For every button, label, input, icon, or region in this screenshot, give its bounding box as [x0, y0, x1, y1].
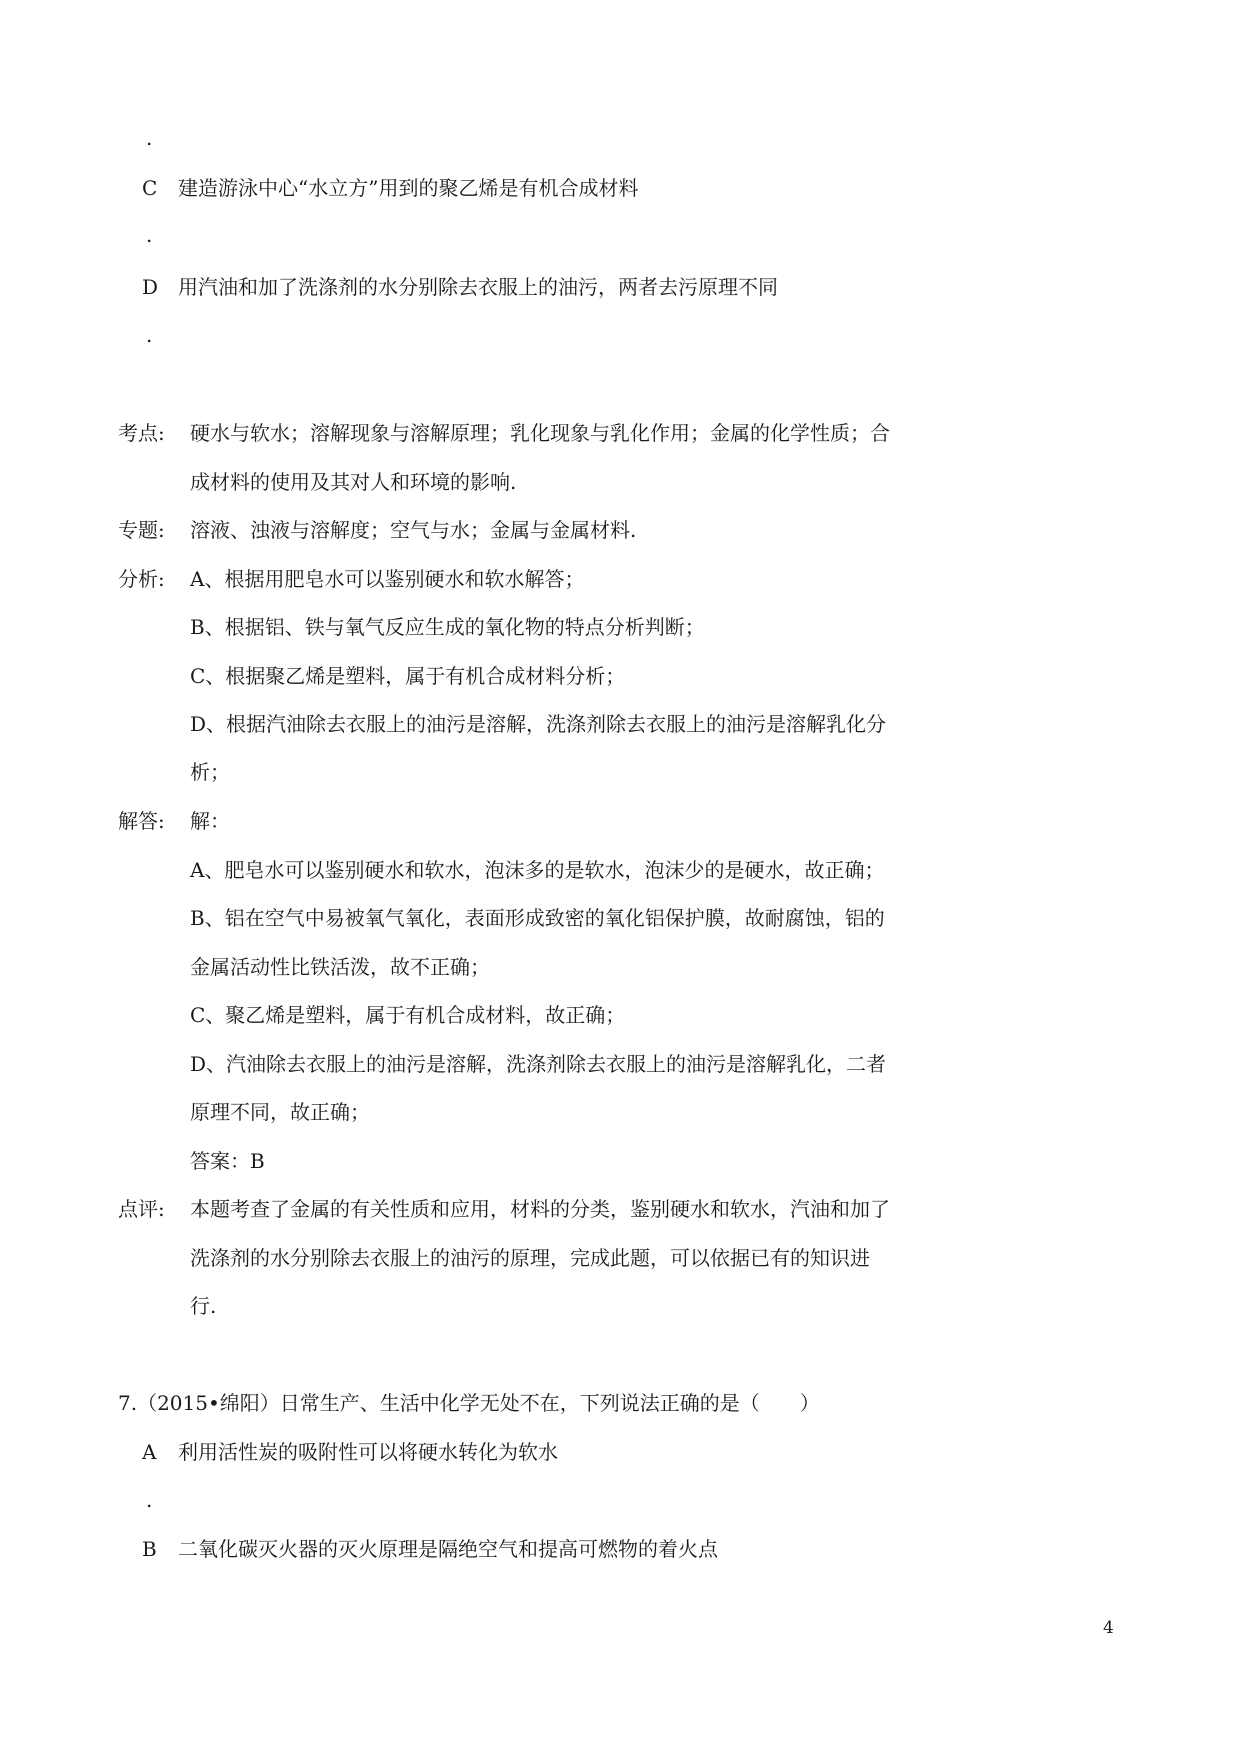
jieda-line: C、聚乙烯是塑料，属于有机合成材料，故正确；: [190, 1003, 626, 1027]
option-c-text: 建造游泳中心“水立方”用到的聚乙烯是有机合成材料: [178, 176, 639, 200]
dianping-line: 洗涤剂的水分别除去衣服上的油污的原理，完成此题，可以依据已有的知识进: [190, 1246, 870, 1270]
kaodian-line: 硬水与软水；溶解现象与溶解原理；乳化现象与乳化作用；金属的化学性质；合: [190, 421, 890, 445]
jieda-line: 解：: [190, 809, 230, 833]
option-dot: .: [146, 126, 153, 150]
option-b-letter: B: [142, 1537, 157, 1561]
dianping-line: 行.: [190, 1294, 217, 1318]
jieda-line: 原理不同，故正确；: [190, 1100, 370, 1124]
fenxi-line: B、根据铝、铁与氧气反应生成的氧化物的特点分析判断；: [190, 615, 705, 639]
dianping-label: 点评:: [118, 1197, 165, 1221]
zhuanti-label: 专题:: [118, 518, 165, 542]
jieda-line: 金属活动性比铁活泼，故不正确；: [190, 955, 490, 979]
kaodian-label: 考点:: [118, 421, 165, 445]
fenxi-line: A、根据用肥皂水可以鉴别硬水和软水解答；: [190, 567, 585, 591]
option-d-text: 用汽油和加了洗涤剂的水分别除去衣服上的油污，两者去污原理不同: [178, 275, 778, 299]
jieda-line: D、汽油除去衣服上的油污是溶解，洗涤剂除去衣服上的油污是溶解乳化，二者: [190, 1052, 887, 1076]
kaodian-line: 成材料的使用及其对人和环境的影响.: [190, 470, 517, 494]
jieda-line: B、铝在空气中易被氧气氧化，表面形成致密的氧化铝保护膜，故耐腐蚀，铝的: [190, 906, 885, 930]
fenxi-line: D、根据汽油除去衣服上的油污是溶解，洗涤剂除去衣服上的油污是溶解乳化分: [190, 712, 887, 736]
fenxi-line: C、根据聚乙烯是塑料，属于有机合成材料分析；: [190, 664, 626, 688]
fenxi-line: 析；: [190, 760, 230, 784]
jieda-answer: 答案：B: [190, 1149, 265, 1173]
option-dot: .: [146, 323, 153, 347]
option-b-text: 二氧化碳灭火器的灭火原理是隔绝空气和提高可燃物的着火点: [178, 1537, 718, 1561]
fenxi-label: 分析:: [118, 567, 165, 591]
zhuanti-line: 溶液、浊液与溶解度；空气与水；金属与金属材料.: [190, 518, 637, 542]
jieda-line: A、肥皂水可以鉴别硬水和软水，泡沫多的是软水，泡沫少的是硬水，故正确；: [190, 858, 885, 882]
jieda-label: 解答:: [118, 809, 165, 833]
option-dot: .: [146, 1488, 153, 1512]
option-a-letter: A: [142, 1440, 157, 1464]
dianping-line: 本题考查了金属的有关性质和应用，材料的分类，鉴别硬水和软水，汽油和加了: [190, 1197, 890, 1221]
option-a-text: 利用活性炭的吸附性可以将硬水转化为软水: [178, 1440, 558, 1464]
question-7-stem: 7.（2015•绵阳）日常生产、生活中化学无处不在，下列说法正确的是（ ）: [118, 1391, 820, 1415]
option-c-letter: C: [142, 176, 158, 200]
option-d-letter: D: [142, 275, 159, 299]
page-number: 4: [1103, 1618, 1114, 1638]
option-dot: .: [146, 223, 153, 247]
